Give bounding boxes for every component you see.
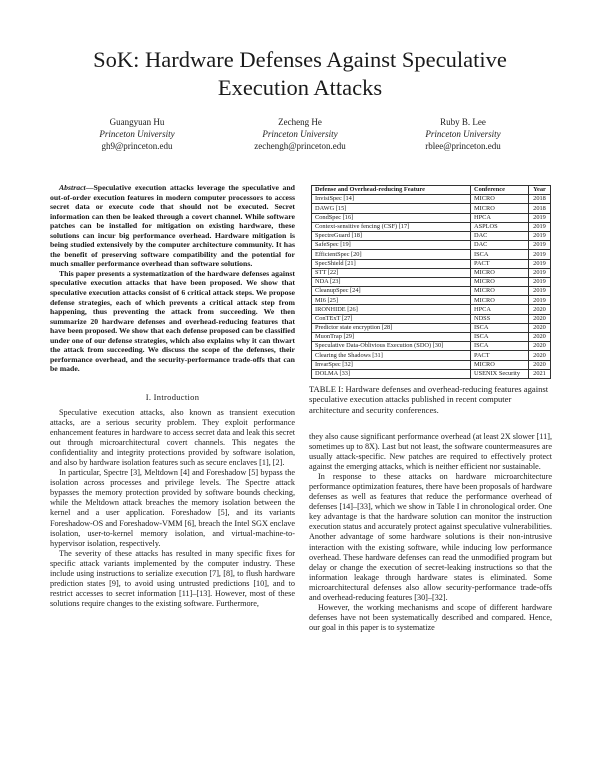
table-cell-year: 2020	[529, 305, 551, 314]
table-cell-year: 2019	[529, 277, 551, 286]
author-email: rblee@princeton.edu	[425, 141, 501, 151]
table-cell-feature: MuonTrap [29]	[312, 333, 471, 342]
defenses-table	[311, 185, 551, 379]
author-affiliation: Princeton University	[425, 129, 501, 139]
table-cell-conference: DAC	[471, 241, 529, 250]
table-row	[312, 277, 551, 286]
table-cell-feature: STT [22]	[312, 268, 471, 277]
table-cell-conference: MICRO	[471, 195, 529, 204]
table-cell-conference: PACT	[471, 259, 529, 268]
intro-paragraph-1: Speculative execution attacks, also known as transient execution attacks, are a serious security problem. They exploit performance enhancement features in hardware to access secret data and leak this secret out through microarchitectural covert channels. This negates the confidentiality and integrity protections provided by software isolation, and also by hardware isolation features such as secure enclaves [1], [2].	[50, 408, 295, 468]
author-affiliation: Princeton University	[262, 129, 338, 139]
table-cell-conference: PACT	[471, 351, 529, 360]
table-row	[312, 360, 551, 369]
table-cell-conference: ISCA	[471, 250, 529, 259]
table-cell-conference: HPCA	[471, 305, 529, 314]
author-name: Ruby B. Lee	[440, 117, 486, 127]
table-cell-feature: EfficientSpec [20]	[312, 250, 471, 259]
table-cell-feature: CleanupSpec [24]	[312, 287, 471, 296]
table-header-year: Year	[529, 186, 551, 195]
table-cell-conference: NDSS	[471, 314, 529, 323]
right-paragraph-2: In response to these attacks on hardware microarchitecture performance optimization features, there have been proposals of hardware defenses as well as features that reduce the performance overhead of defenses [14]–[33], which we show in Table I in chronological order. One key advantage is that the hardware solution can monitor the instruction execution status and accurately protect against speculative vulnerabilities. Another advantage of some hardware solutions is their non-intrusive interaction with the existing software, while inducing low performance overhead. These hardware defenses can read the unmodified program but delay or change the execution of secret-leaking instructions so that the information leakage through hardware states is eliminated. Some microarchitectural defenses also allow security-performance trade-offs and overhead-reducing features [30]–[32].	[309, 472, 553, 602]
author-3	[378, 116, 548, 152]
table-cell-year: 2019	[529, 259, 551, 268]
table-row	[312, 204, 551, 213]
introduction-body	[50, 408, 295, 609]
table-cell-feature: SpecShield [21]	[312, 259, 471, 268]
table-cell-year: 2020	[529, 323, 551, 332]
table-cell-year: 2018	[529, 195, 551, 204]
author-email: gh9@princeton.edu	[101, 141, 173, 151]
table-cell-year: 2019	[529, 231, 551, 240]
table-row	[312, 323, 551, 332]
table-row	[312, 296, 551, 305]
author-1	[52, 116, 222, 152]
table-cell-conference: ISCA	[471, 333, 529, 342]
table-cell-feature: DOLMA [33]	[312, 369, 471, 378]
intro-paragraph-3: The severity of these attacks has resulted in many specific fixes for specific attack variants implemented by the computer industry. These include using instructions to serialize execution [7], [8], to flush hardware prediction states [9], to avoid using untrusted predictions [10], and to restrict accesses to secret information [11]–[13]. However, most of these solutions require changes to the existing software. Furthermore,	[50, 548, 295, 608]
table-cell-conference: ASPLOS	[471, 222, 529, 231]
table-header-conference: Conference	[471, 186, 529, 195]
abstract	[50, 183, 295, 374]
table-row	[312, 241, 551, 250]
table-header-feature: Defense and Overhead-reducing Feature	[312, 186, 471, 195]
table-cell-year: 2020	[529, 342, 551, 351]
right-column-body	[309, 432, 552, 633]
intro-paragraph-2: In particular, Spectre [3], Meltdown [4] and Foreshadow [5] bypass the isolation across processes and privilege levels. The Spectre attack bypasses the memory protection provided by software bounds checking, while the Meltdown attack breaches the memory isolation between the kernel and a user application. Foreshadow [5], and its variants Foreshadow-OS and Foreshadow-VMM [6], breach the Intel SGX enclave isolation, user-to-kernel memory isolation, and virtual-machine-to-hypervisor isolation, respectively.	[50, 468, 295, 548]
table-row	[312, 342, 551, 351]
table-cell-conference: MICRO	[471, 268, 529, 277]
author-affiliation: Princeton University	[99, 129, 175, 139]
table-header-row	[312, 186, 551, 195]
abstract-lead: Abstract	[59, 183, 86, 192]
table-cell-feature: SpectreGuard [18]	[312, 231, 471, 240]
table-cell-conference: DAC	[471, 231, 529, 240]
paper-title: SoK: Hardware Defenses Against Speculative Execution Attacks	[93, 47, 507, 100]
table-row	[312, 333, 551, 342]
table-cell-year: 2018	[529, 204, 551, 213]
table-cell-year: 2020	[529, 351, 551, 360]
table-cell-conference: MICRO	[471, 296, 529, 305]
abstract-paragraph-1: —Speculative execution attacks leverage the speculative and out-of-order execution features in modern computer processors to access secret data or execute code that should not be executed. Secret information can then be leaked through a covert channel. While software patches can be installed for mitigation on existing hardware, these solutions can incur big performance overhead. Hardware mitigation is being studied extensively by the computer architecture community. It has the benefit of preserving software compatibility and the potential for much smaller performance overhead than software solutions.	[50, 183, 295, 269]
table-cell-year: 2021	[529, 369, 551, 378]
table-cell-feature: Speculative Data-Oblivious Execution (SDO) [30]	[312, 342, 471, 351]
table-cell-conference: MICRO	[471, 204, 529, 213]
table-cell-feature: DAWG [15]	[312, 204, 471, 213]
author-2	[215, 116, 385, 152]
table-cell-conference: HPCA	[471, 213, 529, 222]
right-paragraph-1: they also cause significant performance overhead (at least 2X slower [11], sometimes up to 8X). Last but not least, the software countermeasures are usually attack-specific. New patches are required to effectively protect against the emerging attacks, which is neither efficient nor sustainable.	[309, 432, 552, 472]
table-row	[312, 195, 551, 204]
table-row	[312, 369, 551, 378]
table-cell-feature: ConTExT [27]	[312, 314, 471, 323]
table-row	[312, 287, 551, 296]
table-cell-feature: SafeSpec [19]	[312, 241, 471, 250]
table-cell-conference: ISCA	[471, 342, 529, 351]
table-cell-conference: USENIX Security	[471, 369, 529, 378]
table-row	[312, 268, 551, 277]
table-row	[312, 213, 551, 222]
author-name: Zecheng He	[278, 117, 322, 127]
table-row	[312, 259, 551, 268]
section-heading-introduction: I. Introduction	[145, 392, 200, 402]
table-cell-year: 2019	[529, 241, 551, 250]
table-cell-year: 2019	[529, 250, 551, 259]
table-cell-year: 2019	[529, 296, 551, 305]
table-row	[312, 314, 551, 323]
table-cell-year: 2019	[529, 268, 551, 277]
table-cell-feature: NDA [23]	[312, 277, 471, 286]
table-cell-feature: Clearing the Shadows [31]	[312, 351, 471, 360]
right-paragraph-3: However, the working mechanisms and scope of different hardware defenses have not been systematically described and compared. Hence, our goal in this paper is to systematize	[309, 602, 552, 632]
table-cell-conference: MICRO	[471, 277, 529, 286]
table-cell-feature: Context-sensitive fencing (CSF) [17]	[312, 222, 471, 231]
author-email: zechengh@princeton.edu	[254, 141, 346, 151]
table-row	[312, 222, 551, 231]
table-row	[312, 231, 551, 240]
table-cell-year: 2020	[529, 360, 551, 369]
table-cell-feature: IRONHIDE [26]	[312, 305, 471, 314]
table-cell-feature: InvisiSpec [14]	[312, 195, 471, 204]
table-row	[312, 351, 551, 360]
table-cell-feature: InvarSpec [32]	[312, 360, 471, 369]
table-cell-feature: CondSpec [16]	[312, 213, 471, 222]
table-cell-year: 2019	[529, 213, 551, 222]
table-cell-year: 2019	[529, 222, 551, 231]
author-name: Guangyuan Hu	[109, 117, 165, 127]
table-cell-year: 2020	[529, 314, 551, 323]
table-cell-year: 2019	[529, 287, 551, 296]
table-cell-conference: ISCA	[471, 323, 529, 332]
table-row	[312, 250, 551, 259]
abstract-paragraph-2: This paper presents a systematization of the hardware defenses against speculative execution attacks that have been proposed. We show that speculative execution attacks consist of 6 critical attack steps. We propose defense strategies, each of which prevents a critical attack step from happening, thus preventing the attack from succeeding. We then summarize 20 hardware defenses and overhead-reducing features that have been proposed. We show that each defense proposed can be classified under one of our defense strategies, which also explains why it can thwart the attack from succeeding. We discuss the scope of the defenses, their performance overhead, and the security-performance trade-offs that can be made.	[50, 268, 296, 374]
table-cell-conference: MICRO	[471, 287, 529, 296]
table-row	[312, 305, 551, 314]
table-cell-feature: MI6 [25]	[312, 296, 471, 305]
table-cell-year: 2020	[529, 333, 551, 342]
table-caption: TABLE I: Hardware defenses and overhead-reducing features against speculative execution attacks published in recent computer architecture and security conferences.	[309, 384, 549, 415]
table-cell-conference: MICRO	[471, 360, 529, 369]
table-cell-feature: Predictor state encryption [28]	[312, 323, 471, 332]
